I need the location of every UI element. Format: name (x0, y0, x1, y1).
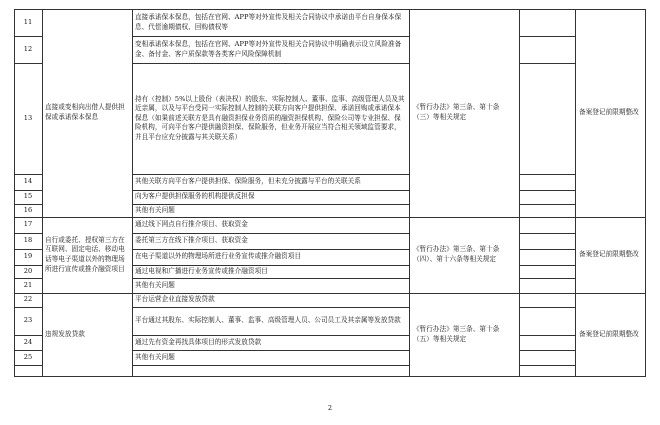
grid-line (519, 233, 575, 234)
row-number: 23 (23, 316, 33, 325)
page-number: 2 (327, 404, 333, 412)
row-number: 24 (23, 337, 33, 346)
issue-description: 其他有关问题 (135, 205, 175, 214)
grid-line (14, 365, 42, 366)
row-number: 20 (23, 266, 33, 275)
grid-line (14, 376, 646, 377)
row-number: 14 (23, 177, 33, 186)
regulatory-table (14, 9, 646, 377)
measure-cell: 备案登记前限期整改 (579, 108, 639, 117)
grid-line (519, 307, 575, 308)
issue-description: 持有（控制）5%以上股份（表决权）的股东、实际控制人、董事、监事、高级管理人员及其近亲属，以及与平台受同一实际控制人控制的关联方向客户提供担保、承诺回购或承诺保本保息（如果前述关联方是具有融资担保业务资质的融资担保机构、保险公司等专业担保、保险机构，可向平台客户提供融资担保、保险服务，但业务开展应当符合相关领域监管要求，并且平台应充分披露与其关联关系） (135, 94, 405, 141)
grid-line (519, 204, 575, 205)
row-number: 17 (23, 220, 33, 229)
grid-line (519, 63, 575, 64)
legal-basis-cell: 《暂行办法》第三条、第十条（三）等相关规定 (413, 103, 500, 121)
grid-line (519, 265, 575, 266)
grid-line (519, 9, 520, 377)
category-cell: 直接或变相向出借人提供担保或承诺保本保息 (45, 103, 125, 121)
issue-description: 在电子渠道以外的物理场所进行业务宣传或推介融资项目 (135, 252, 302, 261)
issue-description: 通过线下网点自行推介项目、获取资金 (135, 220, 248, 229)
grid-line (519, 365, 575, 366)
row-number: 15 (23, 192, 33, 201)
issue-description: 通过电视和广播进行业务宣传或推介融资项目 (135, 266, 268, 275)
issue-description: 平台运营企业直接发放贷款 (135, 295, 215, 304)
issue-description: 直接承诺保本保息，包括在官网、APP等对外宣传及相关合同协议中承诺由平台自身保本保息、代偿逾期债权、回购债权等 (135, 12, 402, 31)
category-cell: 违规发放贷款 (45, 329, 85, 338)
grid-line (132, 365, 409, 366)
measure-cell: 备案登记前限期整改 (579, 250, 639, 259)
grid-line (519, 174, 575, 175)
issue-description: 平台通过其股东、实际控制人、董事、监事、高级管理人员、公司员工及其亲属等发放贷款 (135, 316, 401, 325)
grid-line (519, 335, 575, 336)
grid-line (519, 249, 575, 250)
grid-line (645, 9, 646, 377)
issue-description: 变相承诺保本保息，包括在官网、APP等对外宣传及相关合同协议中明确表示设立风险准备金、备付金、客户质保款等各类客户风险保障机制 (135, 39, 402, 58)
row-number: 18 (23, 236, 33, 245)
row-number: 22 (23, 295, 33, 304)
legal-basis-cell: 《暂行办法》第三条、第十条（五）等相关规定 (413, 324, 500, 343)
grid-line (519, 350, 575, 351)
row-number: 12 (23, 44, 33, 53)
measure-cell: 备案登记前限期整改 (579, 329, 639, 338)
issue-description: 其他关联方向平台客户提供担保、保险服务，但未充分披露与平台的关联关系 (135, 177, 361, 186)
grid-line (519, 190, 575, 191)
row-number: 13 (23, 113, 33, 122)
legal-basis-cell: 《暂行办法》第三条、第十条（四）、第十六条等相关规定 (413, 245, 500, 263)
issue-description: 其他有关问题 (135, 280, 175, 289)
grid-line (519, 278, 575, 279)
row-number: 25 (23, 352, 33, 361)
issue-description: 委托第三方在线下推介项目、获取资金 (135, 236, 248, 245)
grid-line (519, 36, 575, 37)
issue-description: 通过先有资金再找具体项目的形式发放贷款 (135, 337, 262, 346)
issue-description: 向为客户提供担保服务的机构提供反担保 (135, 192, 255, 201)
row-number: 21 (23, 280, 33, 289)
row-number: 11 (23, 17, 33, 26)
row-number: 16 (23, 205, 33, 214)
row-number: 19 (23, 252, 33, 261)
category-cell: 自行或委托、授权第三方在互联网、固定电话、移动电话等电子渠道以外的物理场所进行宣传或推介融资项目 (45, 235, 125, 273)
issue-description: 其他有关问题 (135, 352, 175, 361)
